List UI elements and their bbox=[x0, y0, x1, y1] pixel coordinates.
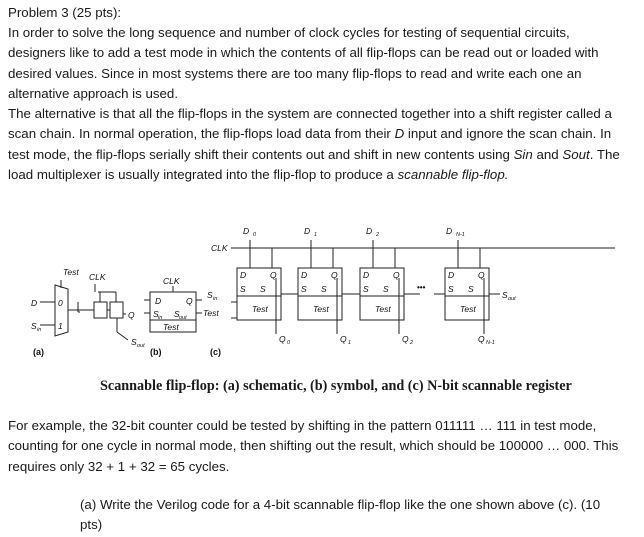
ff0-q: Q bbox=[270, 270, 277, 280]
label-test-b: Test bbox=[163, 322, 179, 332]
latch-1 bbox=[94, 302, 107, 318]
sub-sin-a: in bbox=[37, 327, 42, 333]
alt-emphasis: scannable flip-flop. bbox=[397, 167, 509, 183]
label-sin-c: S bbox=[207, 290, 213, 300]
ffn-sout: S bbox=[468, 284, 474, 294]
label-sout-c: S bbox=[502, 290, 508, 300]
sub-q2: 2 bbox=[410, 340, 414, 346]
ffn-d: D bbox=[448, 270, 455, 280]
label-mux-0: 0 bbox=[58, 298, 63, 308]
label-test-c: Test bbox=[203, 308, 219, 318]
scannable-flip-flop-figure bbox=[0, 222, 644, 372]
ffn-q: Q bbox=[478, 270, 485, 280]
label-d-a: D bbox=[31, 298, 38, 308]
sub-dn-1: N-1 bbox=[456, 232, 465, 238]
ffn-sin: S bbox=[448, 284, 454, 294]
label-d2: D bbox=[366, 226, 373, 236]
sub-d0: 0 bbox=[253, 232, 257, 238]
alt-sout: Sout bbox=[562, 146, 590, 162]
alt-text-4: . The load multiplexer is usually integrated into the flip-flop to produce a bbox=[8, 146, 620, 183]
label-q2: Q bbox=[402, 334, 409, 344]
label-d0: D bbox=[243, 226, 250, 236]
label-clk-b: CLK bbox=[163, 276, 180, 286]
panel-label-b: (b) bbox=[150, 347, 162, 357]
label-test-a: Test bbox=[63, 267, 79, 277]
latch-2 bbox=[110, 302, 123, 318]
label-sin-b: S bbox=[153, 309, 159, 319]
problem-title: Problem 3 (25 pts): bbox=[8, 5, 122, 20]
panel-label-a: (a) bbox=[33, 347, 44, 357]
ff1-d: D bbox=[301, 270, 308, 280]
sub-sout-a: out bbox=[137, 343, 145, 349]
ff0-sout: S bbox=[260, 284, 266, 294]
task-a: (a) Write the Verilog code for a 4-bit scannable flip-flop like the one shown above (c). (10 pts) bbox=[80, 497, 601, 533]
sub-q0: 0 bbox=[287, 340, 291, 346]
ff1-sin: S bbox=[301, 284, 307, 294]
alt-sin: Sin bbox=[513, 146, 533, 162]
label-sin-a: S bbox=[31, 321, 37, 331]
ff2-sout: S bbox=[383, 284, 389, 294]
sub-sout-c: out bbox=[508, 296, 516, 302]
label-dn-1: D bbox=[446, 226, 453, 236]
ff0-test: Test bbox=[252, 304, 268, 314]
ff1-test: Test bbox=[313, 304, 329, 314]
ellipsis-dots: ••• bbox=[417, 283, 426, 292]
alt-text-1: The alternative is that all the flip-flops in the system are connected together into a shift register called a scan chain. In normal operation, the flip-flops load data from their bbox=[8, 106, 612, 142]
alt-d: D bbox=[394, 126, 405, 142]
ff0-d: D bbox=[240, 270, 247, 280]
label-d1: D bbox=[304, 226, 311, 236]
ff2-test: Test bbox=[375, 304, 391, 314]
figure-caption: Scannable flip-flop: (a) schematic, (b) symbol, and (c) N-bit scannable register bbox=[100, 378, 572, 394]
sub-sin-b: in bbox=[158, 315, 163, 321]
label-q1: Q bbox=[340, 334, 347, 344]
sub-d2: 2 bbox=[376, 232, 380, 238]
ff2-sin: S bbox=[363, 284, 369, 294]
ff2-q: Q bbox=[393, 270, 400, 280]
label-q-a: Q bbox=[128, 310, 135, 320]
intro-paragraph: In order to solve the long sequence and number of clock cycles for testing of sequential circuits, designers like to add a test mode in which the contents of all flip-flops can be read out or loaded with desired values. Since in most systems there are too many flip-flops to read and write each one an alternative approach is used. bbox=[8, 25, 599, 102]
label-clk-c: CLK bbox=[211, 243, 228, 253]
sub-d1: 1 bbox=[314, 232, 318, 238]
sub-sin-c: in bbox=[213, 296, 218, 302]
label-mux-1: 1 bbox=[58, 321, 63, 331]
label-clk-a: CLK bbox=[89, 272, 106, 282]
sub-sout-b: out bbox=[179, 315, 187, 321]
alternative-paragraph bbox=[8, 104, 628, 186]
ff2-d: D bbox=[363, 270, 370, 280]
label-sout-a: S bbox=[131, 337, 137, 347]
panel-label-c: (c) bbox=[210, 347, 221, 357]
label-q0: Q bbox=[279, 334, 286, 344]
sub-qn-1: N-1 bbox=[486, 340, 495, 346]
label-qn-1: Q bbox=[478, 334, 485, 344]
alt-text-3: and bbox=[532, 146, 563, 162]
label-q-b: Q bbox=[186, 296, 193, 306]
ff1-q: Q bbox=[331, 270, 338, 280]
ff0-sin: S bbox=[240, 284, 246, 294]
label-sout-b: S bbox=[174, 309, 180, 319]
label-d-b: D bbox=[155, 296, 162, 306]
alt-text-2: input and ignore the scan chain. In test mode, the flip-flops serially shift their contents out and shift in new contents using bbox=[8, 126, 612, 162]
sub-q1: 1 bbox=[348, 340, 352, 346]
ffn-test: Test bbox=[460, 304, 476, 314]
ff1-sout: S bbox=[321, 284, 327, 294]
example-paragraph: For example, the 32-bit counter could be tested by shifting in the pattern 011111 … 111 in test mode, counting for one cycle in normal mode, then shifting out the result, which should be 100000 … 000. This requires only 32 + 1 + 32 = 65 cycles. bbox=[8, 418, 619, 474]
